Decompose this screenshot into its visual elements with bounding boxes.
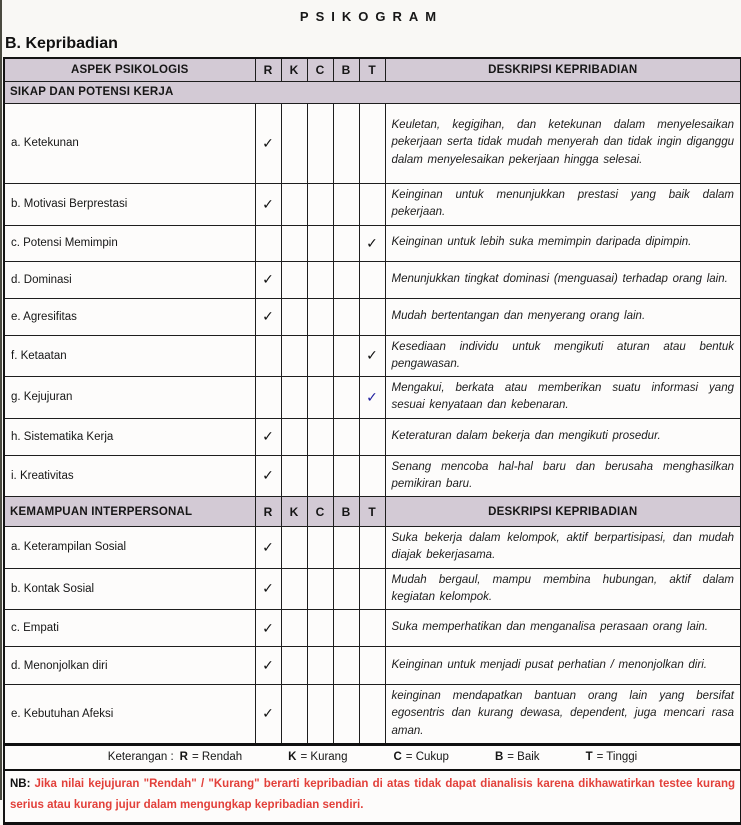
table-row	[4, 335, 741, 377]
description-cell: Mengakui, berkata atau memberikan suatu informasi yang sesuai kenyataan dan kebenaran.	[385, 377, 741, 419]
check-cell-r	[255, 335, 281, 377]
check-cell-c	[307, 418, 333, 455]
description-cell: Keinginan untuk lebih suka memimpin daripada dipimpin.	[385, 225, 741, 261]
description-cell: Keinginan untuk menjadi pusat perhatian / menonjolkan diri.	[385, 647, 741, 685]
check-cell-t	[359, 647, 385, 685]
check-cell-c	[307, 377, 333, 419]
check-cell-b	[333, 261, 359, 298]
legend-item: B = Baik	[494, 750, 540, 763]
page-title: PSIKOGRAM	[299, 9, 444, 24]
table-row	[4, 261, 741, 298]
aspect-cell: i. Kreativitas	[4, 455, 255, 497]
check-cell-k	[281, 527, 307, 569]
check-cell-t	[359, 455, 385, 497]
check-cell-r	[255, 377, 281, 419]
check-cell-c	[307, 183, 333, 225]
note-row	[4, 770, 741, 824]
note-text: Jika nilai kejujuran "Rendah" / "Kurang" berarti kepribadian di atas tidak dapat dianalisis karena dikhawatirkan testee kurang serius atau kurang jujur dalam mengungkap kepribadian sendiri.	[10, 777, 735, 812]
description-cell: Mudah bergaul, mampu membina hubungan, aktif dalam kegiatan kelompok.	[385, 568, 741, 610]
check-cell-r: ✓	[255, 418, 281, 455]
check-cell-k	[281, 610, 307, 647]
check-cell-t: ✓	[359, 225, 385, 261]
column-header-k: K	[281, 497, 307, 527]
check-cell-t	[359, 298, 385, 335]
check-cell-b	[333, 647, 359, 685]
check-cell-t	[359, 610, 385, 647]
check-cell-k	[281, 335, 307, 377]
check-cell-b	[333, 568, 359, 610]
check-cell-b	[333, 298, 359, 335]
check-cell-k	[281, 225, 307, 261]
section-heading: B. Kepribadian	[5, 35, 118, 52]
check-cell-k	[281, 647, 307, 685]
description-cell: Keteraturan dalam bekerja dan mengikuti prosedur.	[385, 418, 741, 455]
check-cell-k	[281, 568, 307, 610]
table-row	[4, 298, 741, 335]
check-cell-c	[307, 685, 333, 745]
check-cell-b	[333, 103, 359, 183]
description-cell: Menunjukkan tingkat dominasi (menguasai) terhadap orang lain.	[385, 261, 741, 298]
column-header-aspek: ASPEK PSIKOLOGIS	[4, 58, 255, 81]
legend-item: T = Tinggi	[585, 750, 638, 763]
check-cell-c	[307, 455, 333, 497]
column-header-k: K	[281, 58, 307, 81]
psikogram-table	[3, 57, 741, 825]
check-cell-t	[359, 685, 385, 745]
aspect-cell: c. Empati	[4, 610, 255, 647]
column-header-b: B	[333, 497, 359, 527]
section2-header-row	[4, 497, 741, 527]
legend	[4, 744, 741, 770]
table-row	[4, 418, 741, 455]
check-cell-t	[359, 568, 385, 610]
description-cell: Keinginan untuk menunjukkan prestasi yang baik dalam pekerjaan.	[385, 183, 741, 225]
check-cell-t	[359, 261, 385, 298]
column-header-t: T	[359, 58, 385, 81]
aspect-cell: d. Menonjolkan diri	[4, 647, 255, 685]
note	[4, 770, 741, 824]
description-cell: Mudah bertentangan dan menyerang orang lain.	[385, 298, 741, 335]
check-cell-b	[333, 610, 359, 647]
aspect-cell: c. Potensi Memimpin	[4, 225, 255, 261]
check-cell-b	[333, 418, 359, 455]
aspect-cell: a. Ketekunan	[4, 103, 255, 183]
check-cell-b	[333, 527, 359, 569]
note-prefix: NB:	[10, 777, 31, 790]
check-cell-c	[307, 335, 333, 377]
check-cell-r: ✓	[255, 298, 281, 335]
column-header-t: T	[359, 497, 385, 527]
aspect-cell: d. Dominasi	[4, 261, 255, 298]
column-header-deskripsi: DESKRIPSI KEPRIBADIAN	[385, 497, 741, 527]
check-cell-r: ✓	[255, 261, 281, 298]
aspect-cell: a. Keterampilan Sosial	[4, 527, 255, 569]
description-cell: Suka memperhatikan dan menganalisa perasaan orang lain.	[385, 610, 741, 647]
table-row	[4, 225, 741, 261]
legend-item: R = Rendah	[179, 750, 243, 763]
aspect-cell: g. Kejujuran	[4, 377, 255, 419]
column-header-b: B	[333, 58, 359, 81]
column-header-c: C	[307, 58, 333, 81]
table-row	[4, 647, 741, 685]
check-cell-t	[359, 527, 385, 569]
check-cell-r: ✓	[255, 103, 281, 183]
check-cell-c	[307, 568, 333, 610]
legend-label: Keterangan :	[107, 750, 174, 763]
check-cell-c	[307, 103, 333, 183]
table-row	[4, 455, 741, 497]
table-row	[4, 568, 741, 610]
table-row	[4, 685, 741, 745]
aspect-cell: b. Kontak Sosial	[4, 568, 255, 610]
check-cell-r: ✓	[255, 568, 281, 610]
section-banner-row	[4, 81, 741, 103]
legend-item: K = Kurang	[288, 750, 348, 763]
check-cell-c	[307, 527, 333, 569]
check-cell-t	[359, 418, 385, 455]
check-cell-k	[281, 685, 307, 745]
check-cell-c	[307, 261, 333, 298]
aspect-cell: b. Motivasi Berprestasi	[4, 183, 255, 225]
table-row	[4, 610, 741, 647]
check-cell-r: ✓	[255, 610, 281, 647]
description-cell: Kesediaan individu untuk mengikuti aturan atau bentuk pengawasan.	[385, 335, 741, 377]
section2-title: KEMAMPUAN INTERPERSONAL	[4, 497, 255, 527]
check-cell-k	[281, 455, 307, 497]
table-header-row	[4, 58, 741, 81]
check-cell-r: ✓	[255, 685, 281, 745]
check-cell-b	[333, 225, 359, 261]
check-cell-t: ✓	[359, 335, 385, 377]
table-row	[4, 103, 741, 183]
check-cell-t	[359, 183, 385, 225]
check-cell-t: ✓	[359, 377, 385, 419]
table-row	[4, 377, 741, 419]
check-cell-k	[281, 377, 307, 419]
aspect-cell: f. Ketaatan	[4, 335, 255, 377]
description-cell: Senang mencoba hal-hal baru dan berusaha menghasilkan pemikiran baru.	[385, 455, 741, 497]
column-header-c: C	[307, 497, 333, 527]
column-header-r: R	[255, 497, 281, 527]
check-cell-k	[281, 418, 307, 455]
legend-row	[4, 744, 741, 770]
description-cell: Keuletan, kegigihan, dan ketekunan dalam menyelesaikan pekerjaan serta tidak mudah menyerah dan tidak ingin diganggu dalam menyelesaikan pekerjaan hingga selesai.	[385, 103, 741, 183]
description-cell: Suka bekerja dalam kelompok, aktif berpartisipasi, dan mudah diajak bekerjasama.	[385, 527, 741, 569]
table-row	[4, 527, 741, 569]
check-cell-b	[333, 183, 359, 225]
check-cell-b	[333, 455, 359, 497]
check-cell-b	[333, 377, 359, 419]
check-cell-c	[307, 647, 333, 685]
column-header-r: R	[255, 58, 281, 81]
section1-title: SIKAP DAN POTENSI KERJA	[4, 81, 741, 103]
check-cell-r: ✓	[255, 527, 281, 569]
check-cell-r: ✓	[255, 455, 281, 497]
check-cell-r	[255, 225, 281, 261]
check-cell-k	[281, 183, 307, 225]
check-cell-b	[333, 335, 359, 377]
check-cell-c	[307, 225, 333, 261]
check-cell-t	[359, 103, 385, 183]
table-row	[4, 183, 741, 225]
check-cell-k	[281, 103, 307, 183]
check-cell-c	[307, 610, 333, 647]
aspect-cell: e. Kebutuhan Afeksi	[4, 685, 255, 745]
legend-item: C = Cukup	[393, 750, 449, 763]
column-header-deskripsi: DESKRIPSI KEPRIBADIAN	[385, 58, 741, 81]
check-cell-k	[281, 298, 307, 335]
description-cell: keinginan mendapatkan bantuan orang lain yang bersifat egosentris dan kurang dewasa, dependent, juga mencari rasa aman.	[385, 685, 741, 745]
aspect-cell: e. Agresifitas	[4, 298, 255, 335]
check-cell-b	[333, 685, 359, 745]
check-cell-c	[307, 298, 333, 335]
check-cell-r: ✓	[255, 647, 281, 685]
check-cell-r: ✓	[255, 183, 281, 225]
check-cell-k	[281, 261, 307, 298]
aspect-cell: h. Sistematika Kerja	[4, 418, 255, 455]
